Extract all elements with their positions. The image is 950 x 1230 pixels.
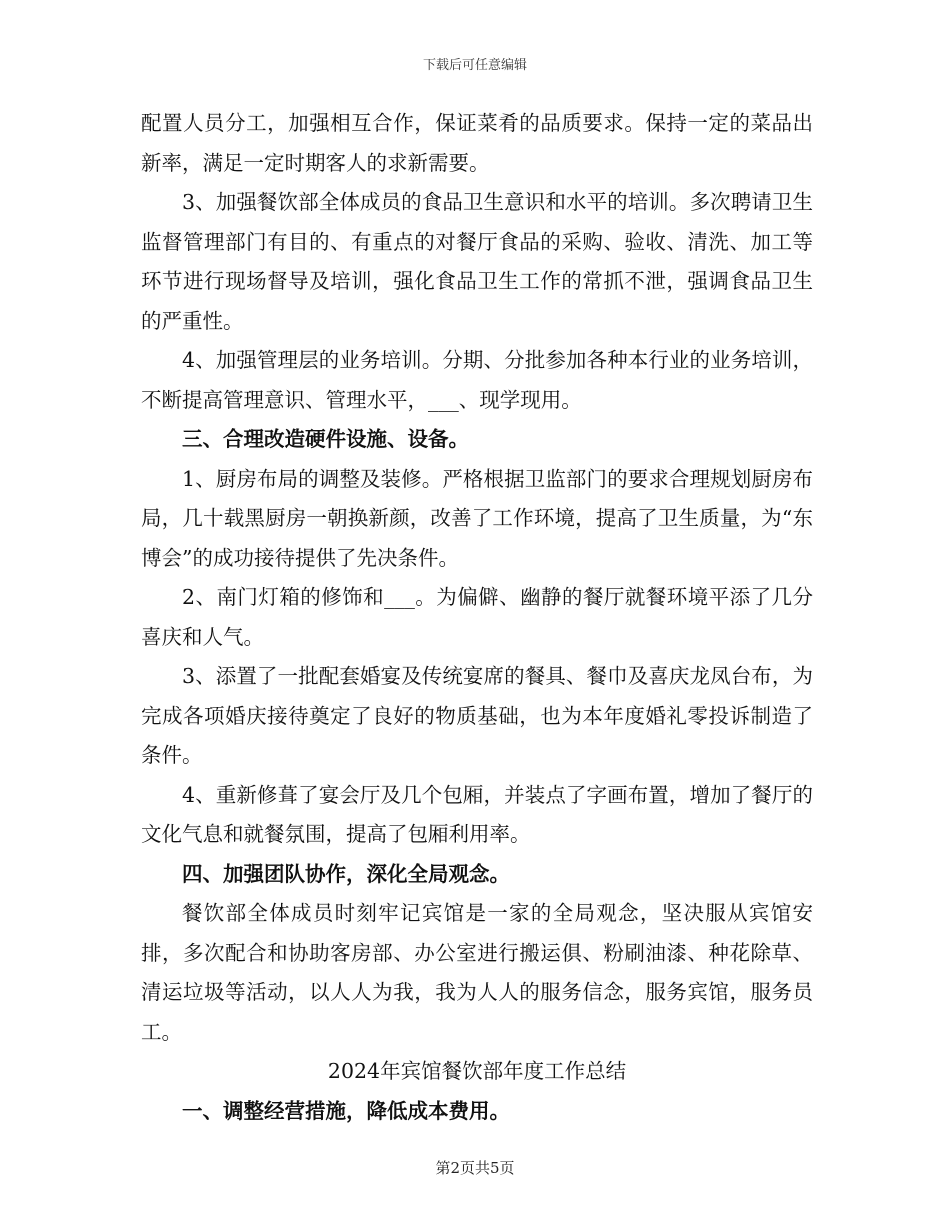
page-header: 下载后可任意编辑	[422, 58, 527, 73]
paragraph-kitchen: 1、厨房布局的调整及装修。严格根据卫监部门的要求合理规划厨房布局，几十载黑厨房一朝换新颜，改善了工作环境，提高了卫生质量，为“东博会”的成功接待提供了先决条件。	[141, 466, 813, 570]
section-heading-3: 三、合理改造硬件设施、设备。	[182, 427, 469, 451]
paragraph-hygiene-training: 3、加强餐饮部全体成员的食品卫生意识和水平的培训。多次聘请卫生监督管理部门有目的、有重点的对餐厅食品的采购、验收、清洗、加工等环节进行现场督导及培训，强化食品卫生工作的常抓不泄，强调食品卫生的严重性。	[141, 190, 813, 333]
paragraph-teamwork: 餐饮部全体成员时刻牢记宾馆是一家的全局观念，坚决服从宾馆安排，多次配合和协助客房部、办公室进行搬运俱、粉刷油漆、种花除草、清运垃圾等活动，以人人为我，我为人人的服务信念，服务宾馆，服务员工。	[141, 901, 813, 1044]
section-heading-1: 一、调整经营措施，降低成本费用。	[182, 1098, 510, 1123]
paragraph-tableware: 3、添置了一批配套婚宴及传统宴席的餐具、餐巾及喜庆龙凤台布，为完成各项婚庆接待奠定了良好的物质基础，也为本年度婚礼零投诉制造了条件。	[141, 664, 813, 767]
paragraph-lightbox: 2、南门灯箱的修饰和___。为偏僻、幽静的餐厅就餐环境平添了几分喜庆和人气。	[141, 585, 813, 649]
section-heading-4: 四、加强团队协作，深化全局观念。	[182, 861, 510, 886]
document-title: 2024年宾馆餐饮部年度工作总结	[327, 1059, 627, 1083]
paragraph-staffing: 配置人员分工，加强相互合作，保证菜肴的品质要求。保持一定的菜品出新率，满足一定时期客人的求新需要。	[141, 111, 813, 175]
page-footer: 第2页共5页	[435, 1159, 515, 1177]
paragraph-banquet-hall: 4、重新修葺了宴会厅及几个包厢，并装点了字画布置，增加了餐厅的文化气息和就餐氛围，提高了包厢利用率。	[141, 782, 813, 846]
document-body	[141, 104, 813, 1131]
paragraph-management-training: 4、加强管理层的业务培训。分期、分批参加各种本行业的业务培训，不断提高管理意识、管理水平，___、现学现用。	[141, 348, 813, 412]
